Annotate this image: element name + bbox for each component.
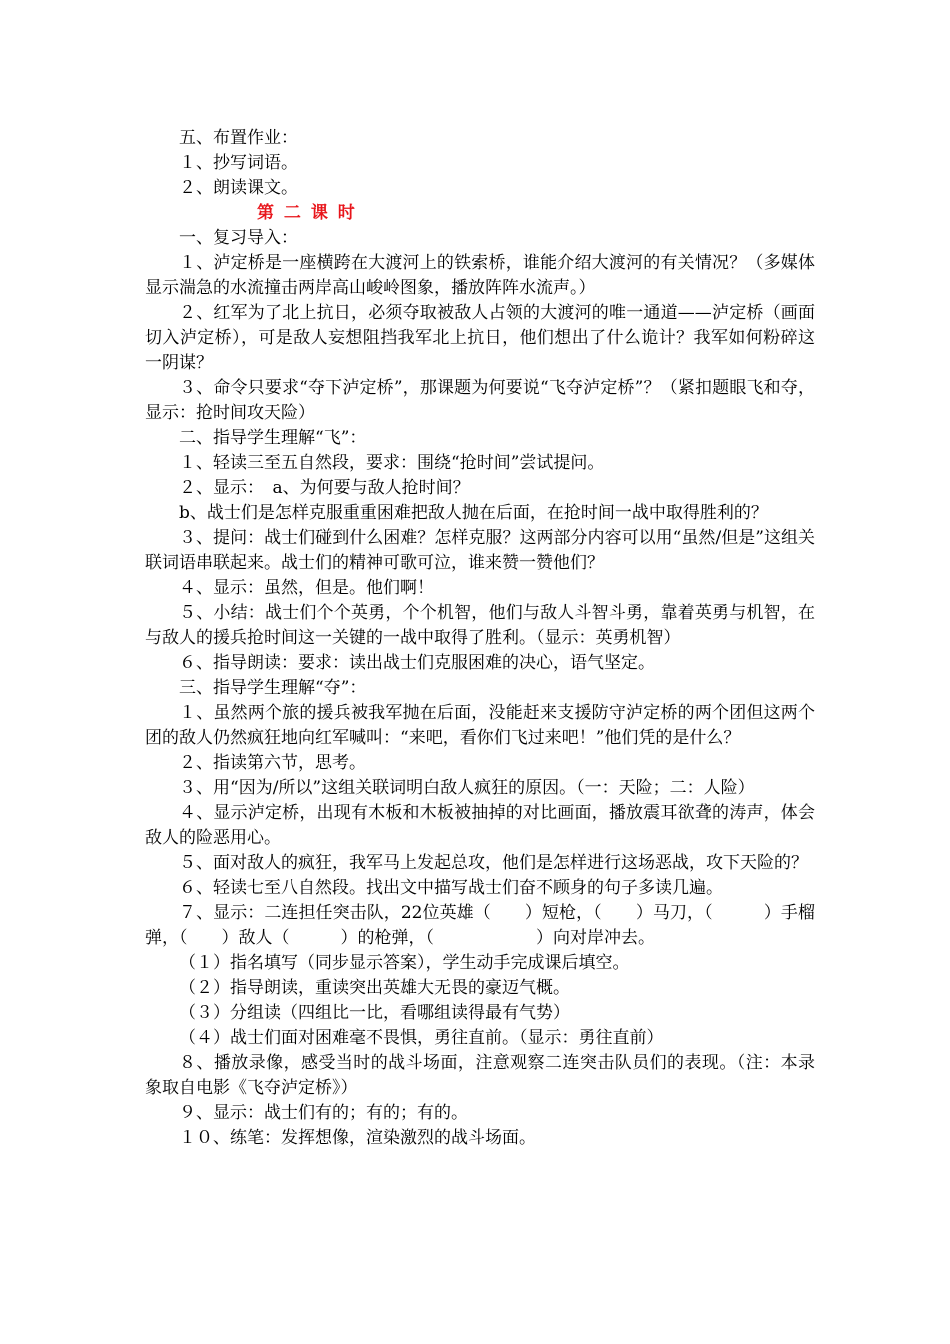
paragraph: ４、显示泸定桥，出现有木板和木板被抽掉的对比画面，播放震耳欲聋的涛声，体会敌人的险恶用心。 [145,803,815,848]
paragraph: ８、播放录像，感受当时的战斗场面，注意观察二连突击队员们的表现。（注：本录象取自电影《飞夺泸定桥》） [145,1053,815,1098]
paragraph: ６、指导朗读：要求：读出战士们克服困难的决心，语气坚定。 [179,653,655,673]
paragraph: ３、提问：战士们碰到什么困难？怎样克服？这两部分内容可以用“虽然/但是”这组关联词语串联起来。战士们的精神可歌可泣，谁来赞一赞他们？ [145,528,815,573]
paragraph: ２、显示： a、为何要与敌人抢时间？ [179,478,470,498]
paragraph: ９、显示：战士们有的；有的；有的。 [179,1103,468,1123]
paragraph: （１）指名填写（同步显示答案），学生动手完成课后填空。 [179,953,630,973]
paragraph: ４、显示：虽然，但是。他们啊！ [179,578,434,598]
paragraph: ６、轻读七至八自然段。找出文中描写战士们奋不顾身的句子多读几遍。 [179,878,723,898]
paragraph: １０、练笔：发挥想像，渲染激烈的战斗场面。 [179,1128,536,1148]
paragraph: １、轻读三至五自然段，要求：围绕“抢时间”尝试提问。 [179,453,605,473]
section-title-fly: 二、指导学生理解“飞”： [179,428,367,448]
section-title-homework: 五、布置作业： [179,128,298,148]
paragraph: ７、显示：二连担任突击队，22位英雄（ ）短枪，（ ）马刀，（ ）手榴弹，（ ）敌人（ ）的枪弹，（ ）向对岸冲去。 [145,903,815,948]
document-body [145,126,815,1151]
paragraph: （３）分组读（四组比一比，看哪组读得最有气势） [179,1003,570,1023]
paragraph: ５、小结：战士们个个英勇，个个机智，他们与敌人斗智斗勇，靠着英勇与机智，在与敌人的援兵抢时间这一关键的一战中取得了胜利。（显示：英勇机智） [145,603,815,648]
paragraph: （２）指导朗读，重读突出英雄大无畏的豪迈气概。 [179,978,570,998]
paragraph: １、虽然两个旅的援兵被我军抛在后面，没能赶来支援防守泸定桥的两个团但这两个团的敌人仍然疯狂地向红军喊叫：“来吧，看你们飞过来吧！”他们凭的是什么？ [145,703,815,748]
section-title-review: 一、复习导入： [179,228,298,248]
paragraph: （４）战士们面对困难毫不畏惧，勇往直前。（显示：勇往直前） [179,1028,664,1048]
paragraph: １、泸定桥是一座横跨在大渡河上的铁索桥，谁能介绍大渡河的有关情况？（多媒体显示湍急的水流撞击两岸高山峻岭图象，播放阵阵水流声。） [145,253,815,298]
paragraph: ２、指读第六节，思考。 [179,753,366,773]
paragraph: ３、命令只要求“夺下泸定桥”，那课题为何要说“飞夺泸定桥”？（紧扣题眼飞和夺，显示：抢时间攻天险） [145,378,815,423]
list-item: １、抄写词语。 [179,153,298,173]
paragraph: ５、面对敌人的疯狂，我军马上发起总攻，他们是怎样进行这场恶战，攻下天险的？ [179,853,808,873]
section-title-seize: 三、指导学生理解“夺”： [179,678,367,698]
paragraph: ２、红军为了北上抗日，必须夺取被敌人占领的大渡河的唯一通道——泸定桥（画面切入泸定桥），可是敌人妄想阻挡我军北上抗日，他们想出了什么诡计？我军如何粉碎这一阴谋？ [145,303,815,373]
lesson-heading: 第 二 课 时 [257,203,357,223]
paragraph: ３、用“因为/所以”这组关联词明白敌人疯狂的原因。（一：天险；二：人险） [179,778,755,798]
list-item: ２、朗读课文。 [179,178,298,198]
paragraph: b、战士们是怎样克服重重困难把敌人抛在后面，在抢时间一战中取得胜利的？ [179,503,768,523]
